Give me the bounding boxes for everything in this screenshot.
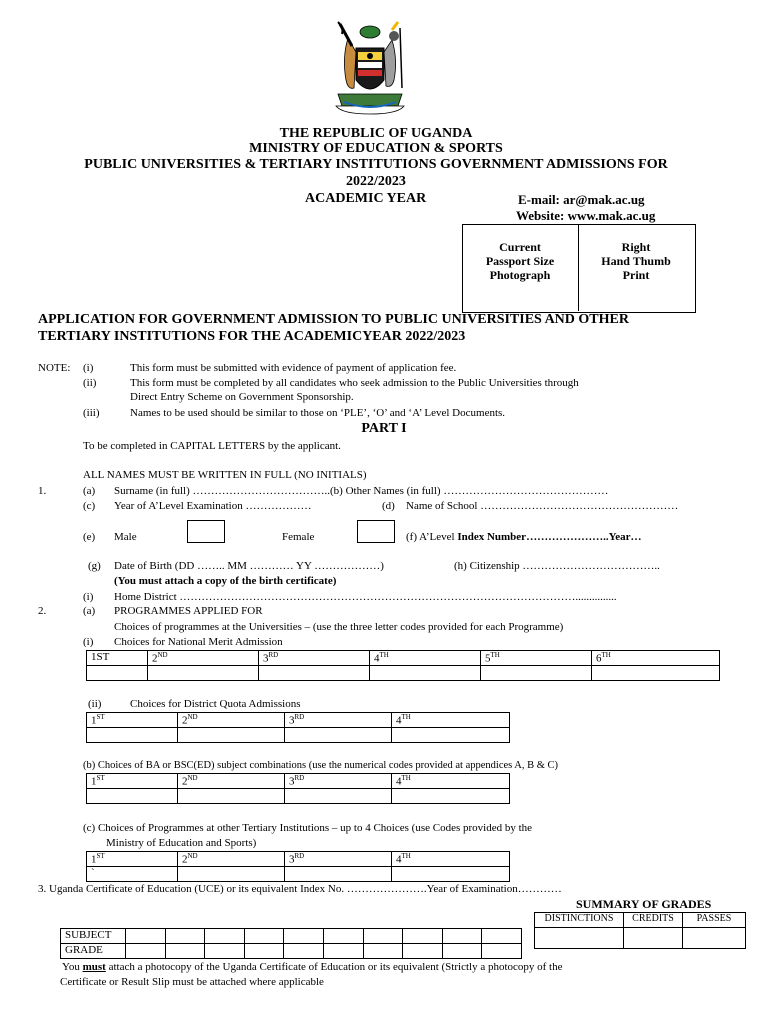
grade-cell-10[interactable]: [482, 944, 522, 959]
attach-must: must: [82, 961, 106, 973]
note-text-2: This form must be completed by all candidates who seek admission to the Public Universities through: [130, 377, 579, 389]
tertiary-choices-label-2: Ministry of Education and Sports): [106, 837, 257, 849]
uce-index-field[interactable]: 3. Uganda Certificate of Education (UCE) or its equivalent Index No. ………………….Year of Examination…………: [38, 883, 562, 895]
national-merit-table: [86, 650, 720, 681]
tertiary-input-4[interactable]: [392, 867, 510, 882]
grade-cell-2[interactable]: [165, 944, 205, 959]
quota-col-3: 3RD: [285, 713, 392, 728]
tertiary-col-4: 4TH: [392, 852, 510, 867]
photo-line-2: Passport Size: [485, 254, 555, 268]
credits-header: CREDITS: [624, 913, 683, 928]
quota-input-2[interactable]: [178, 728, 285, 743]
subject-combinations-label: (b) Choices of BA or BSC(ED) subject combinations (use the numerical codes provided at appendices A, B & C): [83, 760, 559, 771]
date-of-birth-field[interactable]: Date of Birth (DD …….. MM ………… YY ………………): [114, 560, 384, 572]
passes-input[interactable]: [683, 928, 746, 949]
thumb-line-2: Hand Thumb: [601, 254, 671, 268]
admissions-year: 2022/2023: [346, 174, 406, 189]
quota-input-4[interactable]: [392, 728, 510, 743]
merit-input-6[interactable]: [592, 666, 720, 681]
subject-cell-6[interactable]: [323, 929, 363, 944]
merit-input-5[interactable]: [481, 666, 592, 681]
uce-attach-note-2: Certificate or Result Slip must be attached where applicable: [60, 976, 324, 988]
grade-cell-4[interactable]: [244, 944, 284, 959]
subject-combinations-table: [86, 773, 510, 804]
note-text-2b: Direct Entry Scheme on Government Sponsorship.: [130, 391, 354, 403]
combo-col-2: 2ND: [178, 774, 285, 789]
subject-cell-4[interactable]: [244, 929, 284, 944]
photo-line-1: Current: [499, 240, 541, 254]
tertiary-input-1[interactable]: `: [87, 867, 178, 882]
combo-col-1: 1ST: [87, 774, 178, 789]
merit-input-3[interactable]: [259, 666, 370, 681]
tertiary-choices-label: (c) Choices of Programmes at other Tertiary Institutions – up to 4 Choices (use Codes provided by the: [83, 822, 533, 834]
grade-cell-5[interactable]: [284, 944, 324, 959]
capital-letters-instruction: To be completed in CAPITAL LETTERS by the applicant.: [83, 440, 341, 452]
subject-cell-9[interactable]: [442, 929, 482, 944]
tertiary-col-2: 2ND: [178, 852, 285, 867]
attach-post: attach a photocopy of the Uganda Certificate of Education or its equivalent (Strictly a photocopy of the: [105, 961, 563, 973]
alevel-exam-year-field[interactable]: Year of A’Level Examination ………………: [114, 500, 312, 512]
distinctions-header: DISTINCTIONS: [535, 913, 624, 928]
grade-cell-9[interactable]: [442, 944, 482, 959]
subject-cell-10[interactable]: [482, 929, 522, 944]
note-text-1: This form must be submitted with evidence of payment of application fee.: [130, 362, 457, 374]
programmes-heading: PROGRAMMES APPLIED FOR: [114, 605, 263, 617]
surname-field[interactable]: Surname (in full) ………………………………..(b) Other Names (in full) ………………………………………: [114, 485, 609, 497]
label-a: (a): [83, 485, 96, 497]
combo-input-3[interactable]: [285, 789, 392, 804]
tertiary-input-2[interactable]: [178, 867, 285, 882]
combo-input-2[interactable]: [178, 789, 285, 804]
note-num-2: (ii): [83, 377, 97, 389]
passes-header: PASSES: [683, 913, 746, 928]
subject-cell-7[interactable]: [363, 929, 403, 944]
summary-of-grades-title: SUMMARY OF GRADES: [576, 897, 712, 911]
credits-input[interactable]: [624, 928, 683, 949]
tertiary-col-1: 1ST: [87, 852, 178, 867]
passport-photo-area[interactable]: [462, 240, 578, 282]
photo-line-3: Photograph: [489, 268, 551, 282]
citizenship-field[interactable]: (h) Citizenship ………………………………..: [454, 560, 660, 572]
website-text: Website: www.mak.ac.ug: [516, 208, 656, 223]
merit-input-4[interactable]: [370, 666, 481, 681]
academic-year-label: ACADEMIC YEAR: [305, 191, 427, 206]
label-i-home: (i): [83, 591, 94, 603]
label-2i: (i): [83, 636, 94, 648]
label-g: (g): [88, 560, 101, 572]
thumb-print-area[interactable]: [578, 240, 694, 282]
summary-of-grades-table: [534, 912, 746, 949]
quota-input-3[interactable]: [285, 728, 392, 743]
attach-pre: You: [62, 961, 83, 973]
grade-cell-6[interactable]: [323, 944, 363, 959]
index-number-label: (f) A’Level: [406, 531, 458, 543]
label-2a: (a): [83, 605, 96, 617]
quota-col-1: 1ST: [87, 713, 178, 728]
note-num-3: (iii): [83, 407, 100, 419]
grade-row-label: GRADE: [61, 944, 126, 959]
tertiary-input-3[interactable]: [285, 867, 392, 882]
merit-col-4: 4TH: [370, 651, 481, 666]
merit-input-1[interactable]: [87, 666, 148, 681]
district-quota-label: Choices for District Quota Admissions: [130, 698, 301, 710]
shield-icon: [356, 48, 384, 89]
label-e: (e): [83, 531, 96, 543]
merit-input-2[interactable]: [148, 666, 259, 681]
section-1-number: 1.: [38, 485, 47, 497]
merit-col-3: 3RD: [259, 651, 370, 666]
female-label: Female: [282, 531, 315, 543]
combo-col-3: 3RD: [285, 774, 392, 789]
section-2-number: 2.: [38, 605, 47, 617]
quota-col-2: 2ND: [178, 713, 285, 728]
note-label: NOTE:: [38, 362, 71, 374]
subject-cell-8[interactable]: [403, 929, 443, 944]
district-quota-table: [86, 712, 510, 743]
subject-cell-5[interactable]: [284, 929, 324, 944]
label-2ii: (ii): [88, 698, 102, 710]
grade-cell-8[interactable]: [403, 944, 443, 959]
part-heading: PART I: [361, 421, 407, 436]
combo-input-4[interactable]: [392, 789, 510, 804]
tertiary-choices-table: [86, 851, 510, 882]
email-text: E-mail: ar@mak.ac.ug: [518, 192, 645, 207]
index-number-field[interactable]: [406, 531, 642, 543]
quota-col-4: 4TH: [392, 713, 510, 728]
index-number-bold: Index Number…………………..Year…: [457, 531, 642, 543]
application-title-line-1: APPLICATION FOR GOVERNMENT ADMISSION TO PUBLIC UNIVERSITIES AND OTHER: [38, 312, 629, 327]
grade-cell-3[interactable]: [205, 944, 245, 959]
grade-cell-1[interactable]: [126, 944, 166, 959]
note-num-1: (i): [83, 362, 94, 374]
republic-heading: THE REPUBLIC OF UGANDA: [279, 126, 473, 141]
thumb-line-3: Print: [622, 268, 650, 282]
application-title-line-2: TERTIARY INSTITUTIONS FOR THE ACADEMICYEAR 2022/2023: [38, 329, 466, 344]
label-d: (d): [382, 500, 395, 512]
combo-input-1[interactable]: [87, 789, 178, 804]
national-merit-label: Choices for National Merit Admission: [114, 636, 283, 648]
merit-col-5: 5TH: [481, 651, 592, 666]
uce-attach-note: [62, 961, 563, 973]
school-name-field[interactable]: Name of School ………………………………………………: [406, 500, 679, 512]
male-label: Male: [114, 531, 137, 543]
home-district-field[interactable]: Home District ………………………………………………………………………………………………...............: [114, 591, 617, 603]
female-checkbox[interactable]: [357, 520, 395, 543]
male-checkbox[interactable]: [187, 520, 225, 543]
label-c: (c): [83, 500, 96, 512]
grade-cell-7[interactable]: [363, 944, 403, 959]
tertiary-col-3: 3RD: [285, 852, 392, 867]
ministry-heading: MINISTRY OF EDUCATION & SPORTS: [249, 141, 503, 156]
subject-row-label: SUBJECT: [61, 929, 126, 944]
birth-certificate-note: (You must attach a copy of the birth certificate): [114, 575, 337, 587]
note-text-3: Names to be used should be similar to those on ‘PLE’, ‘O’ and ‘A’ Level Documents.: [130, 407, 506, 419]
merit-col-1: 1ST: [87, 651, 148, 666]
merit-col-2: 2ND: [148, 651, 259, 666]
quota-input-1[interactable]: [87, 728, 178, 743]
choices-intro: Choices of programmes at the Universities – (use the three letter codes provided for each Programme): [114, 621, 564, 633]
names-in-full-note: ALL NAMES MUST BE WRITTEN IN FULL (NO INITIALS): [83, 469, 367, 481]
distinctions-input[interactable]: [535, 928, 624, 949]
merit-col-6: 6TH: [592, 651, 720, 666]
combo-col-4: 4TH: [392, 774, 510, 789]
admissions-title: PUBLIC UNIVERSITIES & TERTIARY INSTITUTIONS GOVERNMENT ADMISSIONS FOR: [84, 157, 668, 172]
coat-of-arms-emblem: [318, 18, 422, 122]
subject-cell-1[interactable]: [126, 929, 166, 944]
subject-cell-3[interactable]: [205, 929, 245, 944]
uce-grades-table: [60, 928, 522, 959]
thumb-line-1: Right: [621, 240, 651, 254]
subject-cell-2[interactable]: [165, 929, 205, 944]
